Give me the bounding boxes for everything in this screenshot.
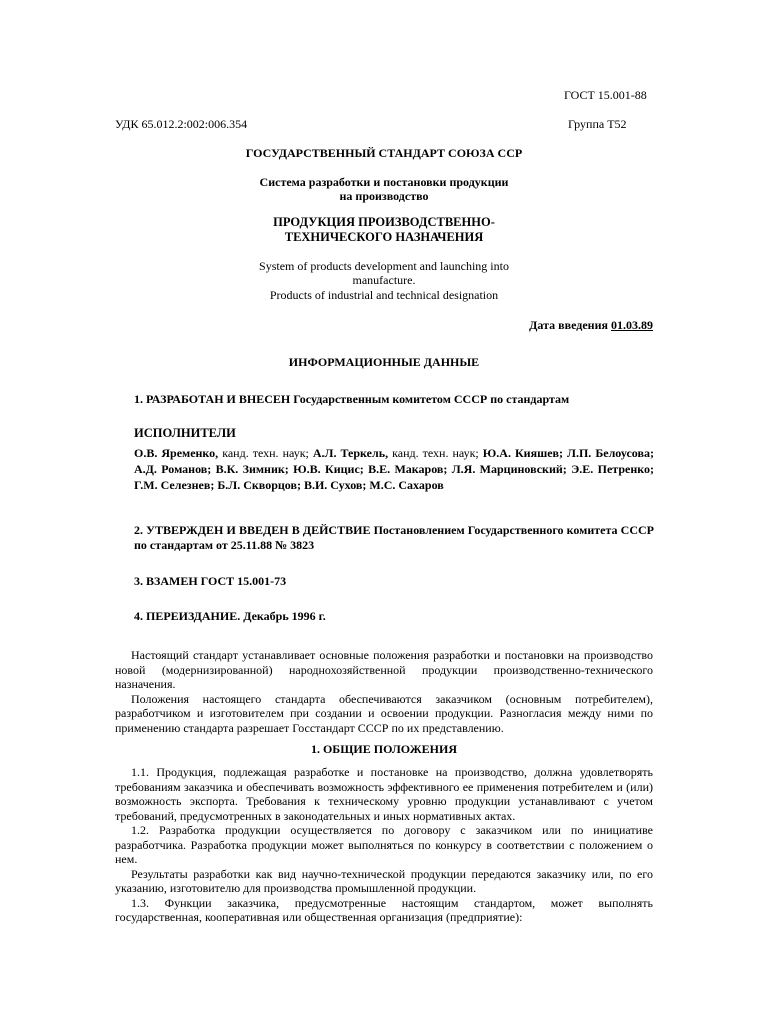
standard-title: ГОСУДАРСТВЕННЫЙ СТАНДАРТ СОЮЗА ССР [245, 146, 523, 160]
english-title-line3: Products of industrial and technical designation [269, 288, 499, 302]
system-title-line1: Система разработки и постановки продукции [259, 175, 509, 189]
info-item-1: 1. РАЗРАБОТАН И ВНЕСЕН Государственным комитетом СССР по стандартам [134, 392, 570, 406]
info-item-4: 4. ПЕРЕИЗДАНИЕ. Декабрь 1996 г. [134, 609, 326, 623]
executor-degree: канд. техн. наук; [388, 446, 483, 460]
info-heading: ИНФОРМАЦИОННЫЕ ДАННЫЕ [288, 355, 480, 369]
info-item-2: 2. УТВЕРЖДЕН И ВВЕДЕН В ДЕЙСТВИЕ Постановлением Государственного комитета СССР по стандартам от 25.11.88 № 3823 [134, 523, 654, 552]
executor-names: Ю.А. Кияшев; Л.П. Белоусова; А.Д. Романов; В.К. Зимник; Ю.В. Кицис; В.Е. Макаров; Л.Я. Марциновский; Э.Е. Петренко; Г.М. Селезнев; Б.Л. Скворцов; В.И. Сухов; М.С. Сахаров [134, 446, 654, 492]
executor-name: А.Л. Теркель, [312, 446, 389, 460]
section-paragraph: 1.1. Продукция, подлежащая разработке и постановке на производство, должна удовлетворять требованиям заказчика и обеспечивать возможность эффективного ее применения потребителем и (или) возможность экспорта. Требования к техническому уровню продукции устанавливают с учетом требований, предусмотренных в законодательных и иных нормативных актах. [115, 765, 653, 823]
intro-date-value: 01.03.89 [611, 318, 653, 332]
product-title-line1: ПРОДУКЦИЯ ПРОИЗВОДСТВЕННО- [273, 215, 495, 229]
gost-code: ГОСТ 15.001-88 [564, 88, 647, 102]
section-1-body [115, 765, 653, 925]
udk-code: УДК 65.012.2:002:006.354 [115, 117, 248, 131]
section-paragraph: Результаты разработки как вид научно-технической продукции передаются заказчику или, по его указанию, изготовителю для производства промышленной продукции. [115, 866, 653, 895]
english-title-line1: System of products development and launching into [259, 259, 509, 273]
executor-name: О.В. Яременко, [134, 446, 219, 460]
executor-degree: канд. техн. наук; [218, 446, 313, 460]
preamble [115, 648, 653, 735]
product-title-line2: ТЕХНИЧЕСКОГО НАЗНАЧЕНИЯ [284, 230, 484, 244]
executors-heading: ИСПОЛНИТЕЛИ [134, 426, 236, 440]
executors-list [134, 445, 654, 493]
section-paragraph: 1.2. Разработка продукции осуществляется по договору с заказчиком или по инициативе разработчика. Разработка продукции может выполняться по конкурсу в соответствии с положением о нем. [115, 823, 653, 866]
preamble-paragraph: Настоящий стандарт устанавливает основные положения разработки и постановки на производство новой (модернизированной) народнохозяйственной продукции производственно-технического назначения. [115, 648, 653, 691]
info-item-3: 3. ВЗАМЕН ГОСТ 15.001-73 [134, 574, 287, 588]
intro-date [529, 318, 653, 333]
section-1-heading: 1. ОБЩИЕ ПОЛОЖЕНИЯ [310, 742, 458, 756]
english-title-line2: manufacture. [352, 273, 416, 287]
section-paragraph: 1.3. Функции заказчика, предусмотренные настоящим стандартом, может выполнять государственная, кооперативная или общественная организация (предприятие): [115, 895, 653, 924]
intro-date-label: Дата введения [529, 318, 611, 332]
system-title-line2: на производство [339, 189, 429, 203]
preamble-paragraph: Положения настоящего стандарта обеспечиваются заказчиком (основным потребителем), разработчиком и изготовителем при создании и освоении продукции. Разногласия между ними по применению стандарта разрешает Госстандарт СССР по их представлению. [115, 691, 653, 735]
group-code: Группа Т52 [568, 117, 627, 131]
